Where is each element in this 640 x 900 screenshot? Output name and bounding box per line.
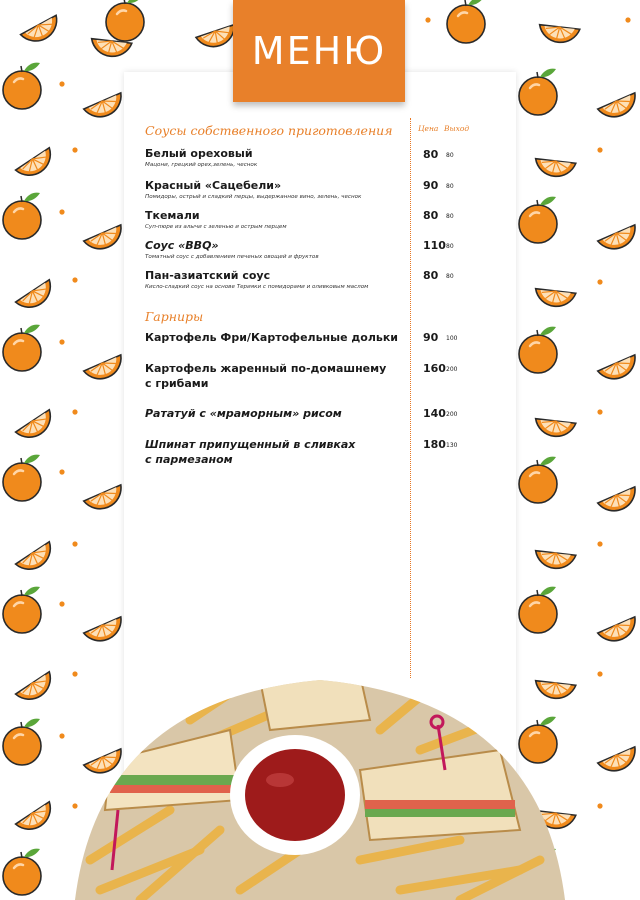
food-photo: [0, 660, 640, 900]
item-weight: 80: [446, 152, 454, 159]
item-price: 80: [423, 209, 439, 222]
item-name: Картофель Фри/Картофельные дольки: [145, 331, 399, 344]
item-price: 180: [423, 438, 446, 451]
item-name-line1: Картофель жаренный по-домашнему: [145, 362, 387, 375]
item-price: 90: [423, 331, 439, 344]
weight-column-header: Выход: [444, 124, 470, 133]
item-name: Красный «Сацебели»: [145, 179, 282, 192]
item-weight: 80: [446, 213, 454, 220]
section-title-garnishes: Гарниры: [145, 309, 204, 324]
item-weight: 80: [446, 243, 454, 250]
menu-title-tab: [233, 0, 405, 102]
item-name: Ткемали: [145, 209, 200, 222]
item-name: Соус «BBQ»: [145, 239, 219, 252]
item-price: 80: [423, 148, 439, 161]
item-name: Пан-азиатский соус: [145, 269, 271, 282]
item-description: Кисло-сладкий соус на основе Терияки с помидорами и оливковым маслом: [145, 284, 369, 290]
item-weight: 80: [446, 183, 454, 190]
item-name-line2: с пармезаном: [145, 453, 233, 466]
item-description: Мацони, грецкий орех,зелень, чеснок: [145, 162, 258, 168]
item-name: Белый ореховый: [145, 147, 253, 160]
price-column-divider: [410, 118, 411, 678]
item-name-line1: Шпинат припущенный в сливках: [145, 438, 356, 451]
price-column-header: Цена: [418, 124, 439, 133]
item-weight: 130: [446, 442, 458, 449]
item-price: 160: [423, 362, 446, 375]
item-price: 140: [423, 407, 446, 420]
item-description: Помидоры, острый и сладкий перцы, выдержанное вино, зелень, чеснок: [145, 194, 362, 200]
item-weight: 80: [446, 273, 454, 280]
item-weight: 200: [446, 411, 458, 418]
item-name: Рататуй с «мраморным» рисом: [145, 407, 342, 420]
item-description: Томатный соус с добавлением печеных овощей и фруктов: [145, 254, 319, 260]
item-description: Суп-пюре из алычи с зеленью и острым перцем: [145, 224, 287, 230]
item-weight: 200: [446, 366, 458, 373]
item-price: 80: [423, 269, 439, 282]
item-price: 110: [423, 239, 446, 252]
item-name-line2: с грибами: [145, 377, 209, 390]
item-weight: 100: [446, 335, 458, 342]
section-title-sauces: Соусы собственного приготовления: [145, 123, 393, 138]
item-price: 90: [423, 179, 439, 192]
menu-title: МЕНЮ: [251, 29, 387, 73]
